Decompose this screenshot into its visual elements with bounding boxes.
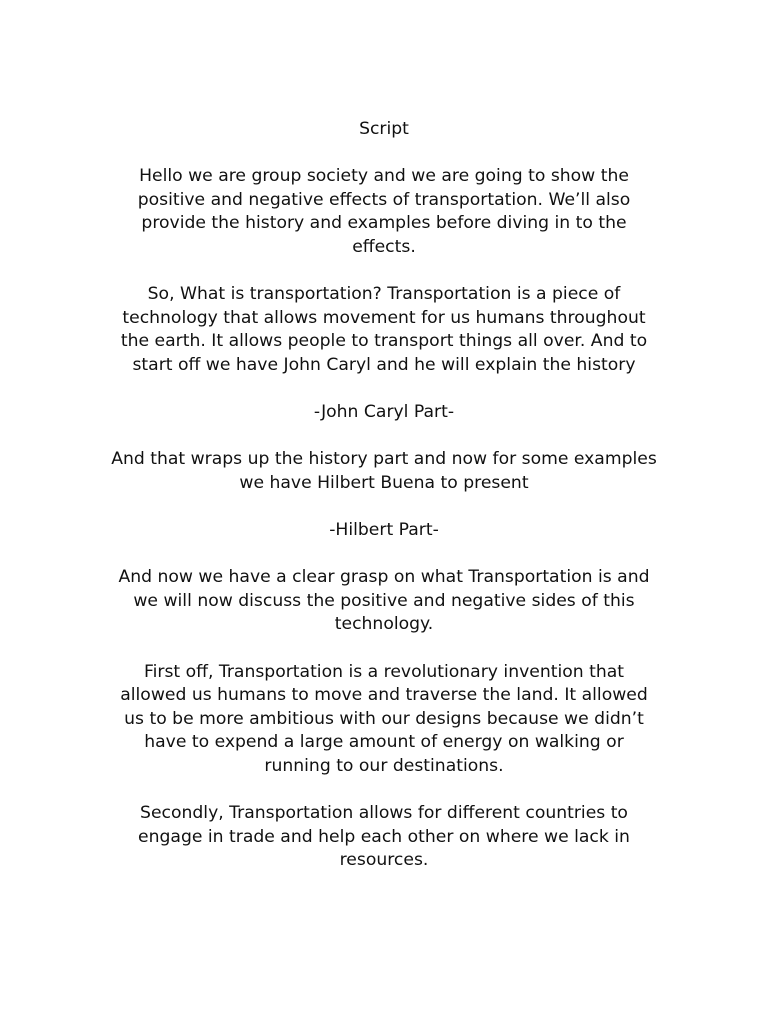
section-marker-hilbert: -Hilbert Part- [329,520,439,541]
paragraph-first-point: First off, Transportation is a revolutionary invention that allowed us humans to move and traverse the land. It allowed us to be more ambitious with our designs because we didn’t have to expend a large amount of energy on walking or running to our destinations. [120,661,648,777]
paragraph-history-wrapup: And that wraps up the history part and now for some examples we have Hilbert Buena to present [111,449,657,493]
paragraph-intro: Hello we are group society and we are going to show the positive and negative effects of transportation. We’ll also provide the history and examples before diving in to the effects. [137,166,631,257]
document-body [110,118,658,897]
paragraph-transition: And now we have a clear grasp on what Transportation is and we will now discuss the positive and negative sides of this technology. [118,567,650,635]
document-title: Script [359,119,409,139]
paragraph-definition: So, What is transportation? Transportation is a piece of technology that allows movement for us humans throughout the earth. It allows people to transport things all over. And to start off we have John Caryl and he will explain the history [120,284,648,375]
paragraph-second-point: Secondly, Transportation allows for different countries to engage in trade and help each other on where we lack in resources. [138,803,630,871]
section-marker-john-caryl: -John Caryl Part- [313,402,455,423]
